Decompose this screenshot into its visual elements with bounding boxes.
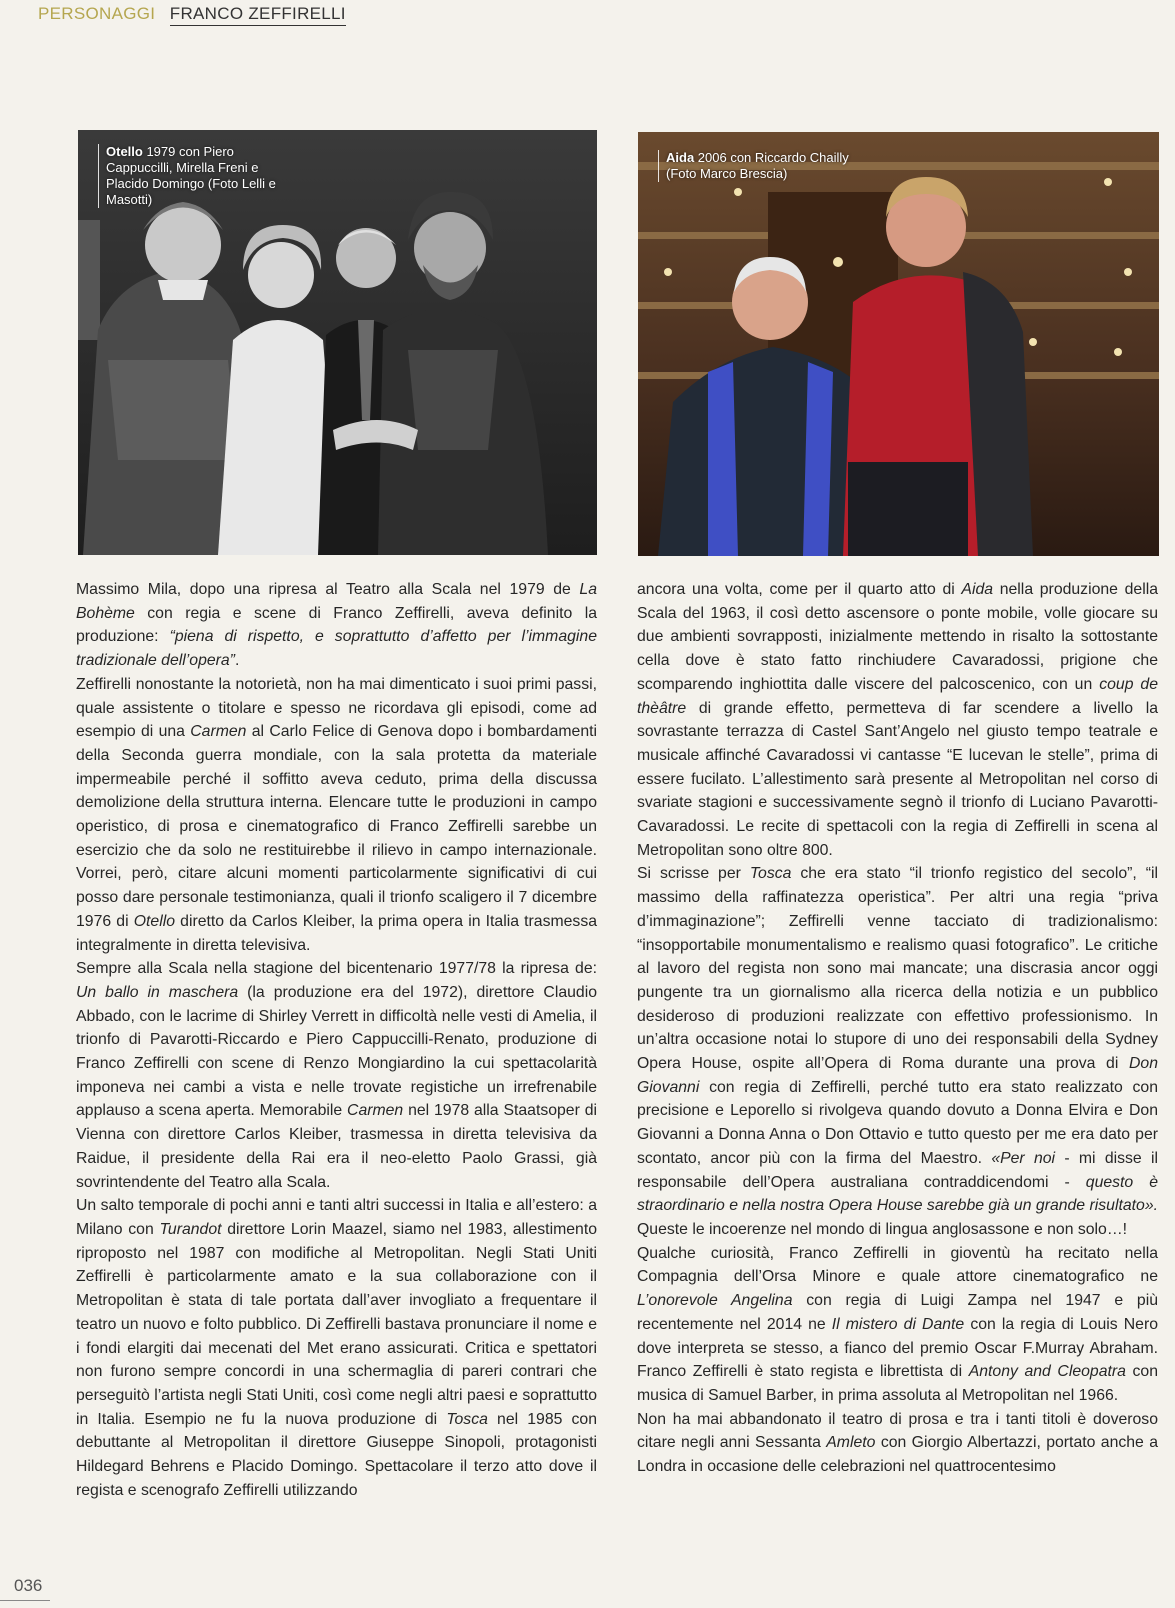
page-number: 036 bbox=[14, 1576, 43, 1595]
page-number-rule bbox=[0, 1600, 50, 1601]
italic-text: “piena di rispetto, e soprattutto d’affetto per l’immagine tradizionale dell’opera” bbox=[76, 628, 597, 670]
header-title: FRANCO ZEFFIRELLI bbox=[170, 4, 346, 26]
article-column-left bbox=[76, 578, 597, 1502]
text-run: con musica di Samuel Barber, in prima assoluta al Metropolitan nel 1966. bbox=[637, 1363, 1159, 1404]
text-run: nel 1985 con debuttante al Metropolitan il direttore Giuseppe Sinopoli, protagonisti Hildegard Behrens e Placido Domingo. Spettacolare il terzo atto dove il regista e scenografo Zeffirelli utilizzando bbox=[76, 1410, 597, 1499]
text-run: con regia di Zeffirelli, perché tutto era stato realizzato con precisione e Leporello si rivolgeva quando dovuto a Donna Elvira e Don Giovanni a Donna Anna o Don Ottavio e tutto questo per me era dato per scontato, ancor più con la firma del Maestro. bbox=[637, 1078, 1158, 1167]
text-run: Si scrisse per bbox=[637, 865, 750, 883]
aida-photo bbox=[638, 132, 1159, 556]
italic-text: L’onorevole Angelina bbox=[637, 1292, 793, 1310]
italic-text: Antony and Cleopatra bbox=[968, 1363, 1126, 1381]
text-run: Massimo Mila, dopo una ripresa al Teatro alla Scala nel 1979 de bbox=[76, 581, 580, 598]
paragraph bbox=[637, 862, 1158, 1241]
text-run: con regia e scene di Franco Zeffirelli, aveva definito la produzione: bbox=[76, 604, 597, 646]
text-run: Un salto temporale di pochi anni e tanti altri successi in Italia e all’estero: a Milano con bbox=[76, 1197, 597, 1238]
text-run: al Carlo Felice di Genova dopo i bombardamenti della Seconda guerra mondiale, con la sala protetta da materiale impermeabile perché il soffitto aveva ceduto, prima della discussa demolizione della struttura interna. Elencare tutte le produzioni in campo operistico, di prosa e cinematografico di Franco Zeffirelli sarebbe un esercizio che da solo ne restituirebbe il rilievo in campo internazionale. Vorrei, però, citare alcuni momenti particolarmente significativi di cui posso dare personale testimonianza, quali il trionfo scaligero il 7 dicembre 1976 di bbox=[76, 723, 598, 930]
aida-photo-caption: Aida 2006 con Riccardo Chailly (Foto Marco Brescia) bbox=[658, 150, 876, 182]
italic-text: coup de thèâtre bbox=[637, 675, 1158, 717]
text-run: - mi disse il responsabile dell’Opera australiana contraddicendomi - bbox=[637, 1149, 1158, 1191]
paragraph bbox=[637, 1242, 1158, 1408]
paragraph bbox=[76, 1194, 597, 1502]
paragraph bbox=[637, 578, 1158, 862]
otello-photo bbox=[78, 130, 597, 555]
text-run: ancora una volta, come per il quarto atto di bbox=[637, 581, 962, 598]
text-run: con la regia di Louis Nero dove interpreta se stesso, a fianco del premio Oscar F.Murray Abraham. Franco Zeffirelli è stato regista e librettista di bbox=[637, 1315, 1158, 1381]
text-run: Non ha mai abbandonato il teatro di prosa e tra i tanti titoli è doveroso citare negli anni Sessanta bbox=[637, 1410, 1158, 1452]
italic-text: Il mistero di Dante bbox=[831, 1315, 965, 1333]
italic-text: Aida bbox=[961, 581, 994, 598]
otello-photo-caption: Otello 1979 con Piero Cappuccilli, Mirella Freni e Placido Domingo (Foto Lelli e Masotti) bbox=[98, 144, 294, 208]
text-run: che era stato “il trionfo registico del secolo”, “il massimo della raffinatezza operistica”. Per altri una regia “priva d’immaginazione”; Zeffirelli venne tacciato di tradizionalismo: “insopportabile monumentalismo e realismo quasi fotografico”. Le critiche al lavoro del regista non sono mai mancate; una discrasia ancor oggi pungente tra un giornalismo alla ricerca della notizia e un pubblico desideroso di produzioni realizzate con effettivo professionismo. In un’altra occasione notai lo stupore di uno dei responsabili della Sydney Opera House, ospite all’Opera di Roma durante una prova di bbox=[637, 865, 1158, 1073]
italic-text: Tosca bbox=[749, 865, 792, 883]
italic-text: Carmen bbox=[190, 723, 247, 741]
text-run: Zeffirelli nonostante la notorietà, non ha mai dimenticato i suoi primi passi, quale assistente o titolare e spesso ne ricordava gli episodi, come ad esempio di una bbox=[76, 675, 597, 741]
italic-text: Un ballo in maschera bbox=[76, 983, 239, 1001]
text-run: Qualche curiosità, Franco Zeffirelli in gioventù ha recitato nella Compagnia dell’Orsa Minore e quale attore cinematografico ne bbox=[637, 1244, 1158, 1286]
text-run: direttore Lorin Maazel, siamo nel 1983, allestimento riproposto nel 1987 con modifiche al Metropolitan. Negli Stati Uniti Zeffirelli è particolarmente amato e la sua collaborazione con il Metropolitan è stata di tale portata dall’aver invogliato a frequentare il teatro un nuovo e folto pubblico. Di Zeffirelli bastava pronunciare il nome e i fondi elargiti dai mecenati del Met erano assicurati. Critica e spettatori non furono sempre concordi in una schermaglia di pareri contrari che perseguitò l’artista negli Stati Uniti, così come negli altri paesi e soprattutto in Italia. Esempio ne fu la nuova produzione di bbox=[76, 1220, 597, 1428]
text-run: Queste le incoerenze nel mondo di lingua anglosassone e non solo…! bbox=[637, 1220, 1128, 1238]
italic-text: Carmen bbox=[347, 1102, 404, 1120]
paragraph bbox=[637, 1408, 1158, 1479]
text-run: nel 1978 alla Staatsoper di Vienna con direttore Carlos Kleiber, trasmessa in diretta televisiva da Raidue, il presidente della Rai era il neo-eletto Paolo Grassi, già sovrintendente del Teatro alla Scala. bbox=[76, 1102, 597, 1191]
paragraph bbox=[76, 673, 597, 957]
text-run: di grande effetto, permetteva di far scendere a livello la sovrastante terrazza di Castel Sant’Angelo nel giusto tempo teatrale e musicale affinché Cavaradossi vi cantasse “E lucevan le stelle”, prima di essere fucilato. L’allestimento sarà presente al Metropolitan nel corso di svariate stagioni e successivamente segnò il trionfo di Luciano Pavarotti-Cavaradossi. Le recite di spettacoli con la regia di Zeffirelli in scena al Metropolitan sono oltre 800. bbox=[637, 699, 1158, 859]
italic-text: questo è straordinario e nella nostra Opera House sarebbe già un grande risultato». bbox=[637, 1173, 1158, 1215]
text-run: diretto da Carlos Kleiber, la prima opera in Italia trasmessa integralmente in diretta televisiva. bbox=[76, 912, 598, 954]
italic-text: Otello bbox=[133, 912, 176, 930]
paragraph bbox=[76, 957, 597, 1194]
aida-photo-illustration bbox=[638, 132, 1159, 556]
text-run: Sempre alla Scala nella stagione del bicentenario 1977/78 la ripresa de: bbox=[76, 960, 597, 978]
section-label: PERSONAGGI bbox=[38, 4, 156, 23]
paragraph bbox=[76, 578, 597, 673]
italic-text: Amleto bbox=[826, 1434, 876, 1452]
text-run: . bbox=[234, 652, 240, 670]
text-run: nella produzione della Scala del 1963, il così detto ascensore o ponte mobile, volle giocare su due ambienti sovrapposti, inizialmente mettendo in risalto la sottostante cella dove è stato fatto rinchiudere Cavaradossi, prigione che scomparendo inghiottita dalle viscere del palcoscenico, con un bbox=[637, 581, 1158, 693]
text-run: con regia di Luigi Zampa nel 1947 e più recentemente nel 2014 ne bbox=[637, 1292, 1158, 1333]
italic-text: «Per noi bbox=[991, 1149, 1056, 1167]
italic-text: Don Giovanni bbox=[637, 1055, 1158, 1096]
text-run: (la produzione era del 1972), direttore Claudio Abbado, con le lacrime di Shirley Verrett in difficoltà nelle vesti di Amelia, il trionfo di Pavarotti-Riccardo e Piero Cappuccilli-Renato, produzione di Franco Zeffirelli con scene di Renzo Mongiardino la cui spettacolarità imponeva nei cambi a vista e nelle trovate registiche un irrefrenabile applauso a scena aperta. Memorabile bbox=[76, 983, 597, 1120]
italic-text: Tosca bbox=[446, 1410, 488, 1428]
text-run: con Giorgio Albertazzi, portato anche a Londra in occasione delle celebrazioni nel quattrocentesimo bbox=[637, 1434, 1158, 1476]
italic-text: Turandot bbox=[159, 1220, 222, 1238]
article-column-right bbox=[637, 578, 1158, 1479]
running-header bbox=[38, 4, 346, 26]
italic-text: La Bohème bbox=[76, 581, 597, 622]
